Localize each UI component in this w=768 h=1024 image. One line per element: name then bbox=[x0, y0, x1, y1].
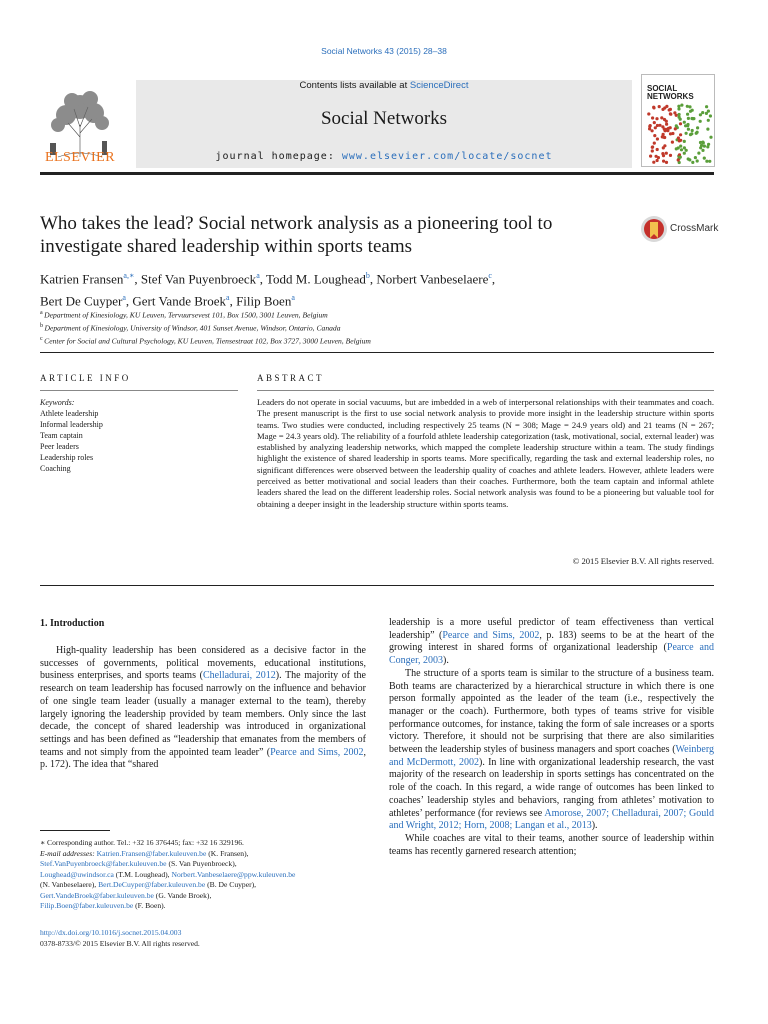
cover-dot bbox=[648, 125, 651, 128]
divider-top bbox=[40, 352, 714, 353]
cover-dot bbox=[694, 156, 697, 159]
cover-dot bbox=[658, 105, 661, 108]
contents-line bbox=[136, 80, 632, 91]
keyword: Coaching bbox=[40, 464, 71, 473]
email-link[interactable]: Filip.Boen@faber.kuleuven.be bbox=[40, 901, 134, 910]
cover-dot bbox=[651, 145, 654, 148]
corresponding-author-note: ∗ Corresponding author. Tel.: +32 16 376445; fax: +32 16 329196. bbox=[40, 838, 244, 847]
cover-network-graphic-icon bbox=[642, 75, 715, 167]
abstract-rule bbox=[257, 390, 714, 391]
keywords-block bbox=[40, 397, 238, 474]
doi-block bbox=[40, 928, 370, 949]
author-name[interactable]: Stef Van Puyenbroeck bbox=[140, 271, 257, 287]
cover-dot bbox=[685, 132, 688, 135]
cover-dot bbox=[678, 116, 681, 119]
cover-dot bbox=[679, 139, 682, 142]
header-rule bbox=[40, 172, 714, 175]
body-column-right bbox=[389, 617, 714, 858]
cover-dot bbox=[691, 161, 694, 164]
elsevier-wordmark: ELSEVIER bbox=[44, 150, 116, 165]
crossmark-label: CrossMark bbox=[670, 223, 719, 234]
article-info-rule bbox=[40, 390, 238, 391]
author-affiliation-marker[interactable]: a bbox=[122, 293, 126, 303]
cover-title: SOCIAL NETWORKS bbox=[647, 84, 694, 101]
cover-dot bbox=[709, 136, 712, 139]
email-link[interactable]: Gert.VandeBroek@faber.kuleuven.be bbox=[40, 890, 154, 900]
cover-dot bbox=[703, 157, 706, 160]
cover-dot bbox=[706, 145, 709, 148]
journal-reference[interactable]: Social Networks 43 (2015) 28–38 bbox=[321, 46, 447, 56]
cover-dot bbox=[653, 134, 656, 137]
paragraph: The structure of a sports team is similar to the structure of a business team. Both teams are characterized by a hierarchical structure in which there is one person formally appointed as the leader of the team (i.e., respectively the manager or the coach). Furthermore, both types of teams strive for visible performance outcomes, for instance, taking the form of sale increases or a sports victory. Therefore, it should not be surprising that there are also similarities between the leadership styles of business managers and sport coaches (Weinberg and McDermott, 2002). In line with organizational leadership research, the vast majority of the research on leadership in sports settings has concentrated on the role of the coach. In this regard, a wide range of outcomes has been linked to coaches’ leadership styles and behaviors, ranging from athletes’ motivation to athletes’ performance (for reviews see Amorose, 2007; Chelladurai, 2007; Gould and Wright, 2012; Horn, 2008; Langan et al., 2013). bbox=[389, 667, 714, 832]
email-owner: (K. Fransen), bbox=[206, 848, 249, 858]
cover-dot bbox=[665, 161, 668, 164]
cover-dot bbox=[665, 120, 668, 123]
cover-dot bbox=[699, 113, 702, 116]
homepage-prefix: journal homepage: bbox=[215, 151, 342, 162]
citation-link[interactable]: Pearce and Sims, 2002 bbox=[270, 746, 364, 758]
cover-dot bbox=[686, 123, 689, 126]
cover-dot bbox=[707, 110, 710, 113]
doi-link[interactable]: http://dx.doi.org/10.1016/j.socnet.2015.04.003 bbox=[40, 928, 182, 937]
cover-dot bbox=[683, 140, 686, 143]
cover-dot bbox=[671, 132, 674, 135]
cover-dot bbox=[669, 112, 672, 115]
cover-dot bbox=[701, 141, 704, 144]
cover-dot bbox=[656, 159, 659, 162]
cover-dot bbox=[679, 145, 682, 148]
email-owner: (F. Boen). bbox=[133, 901, 166, 910]
abstract-heading: ABSTRACT bbox=[257, 373, 325, 383]
cover-dot bbox=[647, 112, 650, 115]
cover-dot bbox=[700, 144, 703, 147]
cover-dot bbox=[680, 104, 683, 107]
cover-dot bbox=[656, 137, 659, 140]
citation-link[interactable]: Pearce and Conger, 2003 bbox=[389, 642, 714, 667]
cover-dot bbox=[661, 108, 664, 111]
cover-dot bbox=[677, 158, 680, 161]
contents-prefix: Contents lists available at bbox=[299, 80, 410, 91]
cover-dot bbox=[696, 159, 699, 162]
cover-dot bbox=[708, 160, 711, 163]
keyword: Leadership roles bbox=[40, 453, 94, 462]
paragraph: High-quality leadership has been considered as a decisive factor in the successes of governments, political movements, educational institutions, business enterprises, and sports teams (Chelladurai, 2012). The majority of the research on team leadership has focused narrowly on the influence and behavior of one single team leader (usually a manager external to the team), thereby largely ignoring the leadership provided by team members. Only since the last decade, the concept of shared leadership was introduced in organizational settings and has been defined as “leadership that emanates from the members of teams and not simply from the appointed team leader” (Pearce and Sims, 2002, p. 172). The idea that “shared bbox=[40, 645, 367, 771]
author-separator: , bbox=[125, 293, 133, 309]
cover-dot bbox=[679, 156, 682, 159]
keywords-label: Keywords: bbox=[40, 398, 75, 407]
cover-dot bbox=[683, 152, 686, 155]
crossmark-icon bbox=[640, 214, 668, 244]
cover-dot bbox=[709, 114, 712, 117]
cover-dot bbox=[696, 131, 699, 134]
abstract-copyright: © 2015 Elsevier B.V. All rights reserved. bbox=[572, 556, 714, 566]
cover-dot bbox=[656, 124, 659, 127]
author-name[interactable]: Bert De Cuyper bbox=[40, 293, 123, 309]
abstract-text: Leaders do not operate in social vacuums, but are imbedded in a web of interpersonal relationships with their teammates and coach. The present manuscript is the first to use social network analysis to provide more insight in the leadership structure within sports teams. Two studies were conducted, including respectively 25 teams (N = 308; Mage = 24.9 years old) and 21 teams (N = 267; Mage = 24.3 years old). The reliability of a fourfold athlete leadership categorization (task, motivational, social, external leader) was established by analyzing leadership networks, which mapped the complete leadership structure within a team. The study findings highlight the existence of shared leadership in sports teams. More specifically, regarding the task and external leadership roles, no significant differences were observed between the leadership quality of coaches and athlete leaders. However, athlete leaders were perceived as better motivational and social leaders than their coaches. Furthermore, both the team captain and informal athlete leaders shared the lead on the different leadership roles. Social network analysis was found to be a pioneering but valuable tool for obtaining a deeper insight in the leadership structure within sports teams. bbox=[257, 397, 714, 509]
email-link[interactable]: Katrien.Fransen@faber.kuleuven.be bbox=[96, 848, 207, 858]
citation-link[interactable]: Weinberg and McDermott, 2002 bbox=[389, 744, 714, 768]
citation-link[interactable]: Amorose, 2007; Chelladurai, 2007; Gould and Wright, 2012; Horn, 2008; Langan et al., 2013 bbox=[389, 807, 714, 832]
paragraph: While coaches are vital to their teams, another source of leadership within teams has recently garnered research attention; bbox=[389, 832, 714, 857]
cover-dot bbox=[662, 136, 665, 139]
article-title: Who takes the lead? Social network analysis as a pioneering tool to investigate shared leadership within sports teams bbox=[40, 213, 553, 257]
journal-cover-thumbnail[interactable] bbox=[641, 74, 715, 167]
cover-dot bbox=[675, 114, 678, 117]
affiliations bbox=[40, 308, 680, 347]
cover-dot bbox=[689, 133, 692, 136]
cover-dot bbox=[671, 141, 674, 144]
author-affiliation-marker[interactable]: b bbox=[365, 271, 370, 280]
cover-dot bbox=[683, 121, 686, 124]
cover-dot bbox=[679, 122, 682, 125]
cover-dot bbox=[696, 126, 699, 129]
footnote-rule bbox=[40, 830, 110, 831]
email-owner: (G. Vande Broek), bbox=[153, 890, 212, 900]
homepage-link[interactable]: www.elsevier.com/locate/socnet bbox=[341, 151, 553, 162]
cover-dot bbox=[664, 129, 667, 132]
cover-dot bbox=[686, 113, 689, 116]
cover-dot bbox=[653, 121, 656, 124]
author-name[interactable]: Todd M. Loughead bbox=[266, 271, 366, 287]
cover-dot bbox=[703, 145, 706, 148]
cover-dot bbox=[660, 116, 663, 119]
divider-middle bbox=[40, 585, 714, 586]
author-affiliation-marker[interactable]: a,∗ bbox=[123, 271, 135, 280]
cover-dot bbox=[691, 117, 694, 120]
keyword: Informal leadership bbox=[40, 420, 103, 429]
author-name[interactable]: Filip Boen bbox=[236, 293, 292, 309]
cover-dot bbox=[669, 154, 672, 157]
cover-dot bbox=[679, 133, 682, 136]
cover-dot bbox=[651, 149, 654, 152]
author-separator: , bbox=[369, 271, 377, 287]
email-link[interactable]: Norbert.Vanbeselaere@ppw.kuleuven.be bbox=[171, 869, 296, 879]
cover-dot bbox=[705, 105, 708, 108]
cover-dot bbox=[677, 105, 680, 108]
article-info-heading: ARTICLE INFO bbox=[40, 373, 131, 383]
author-affiliation-marker[interactable]: a bbox=[291, 293, 295, 303]
cover-dot bbox=[669, 126, 672, 129]
email-owner: (S. Van Puyenbroeck), bbox=[166, 859, 237, 868]
citation-link[interactable]: Pearce and Sims, 2002 bbox=[442, 629, 540, 641]
cover-dot bbox=[705, 160, 708, 163]
cover-dot bbox=[663, 144, 666, 147]
email-owner: (B. De Cuyper), bbox=[205, 880, 257, 889]
cover-dot bbox=[691, 129, 694, 132]
cover-dot bbox=[677, 107, 680, 110]
author-name[interactable]: Katrien Fransen bbox=[40, 271, 124, 287]
sciencedirect-link[interactable]: ScienceDirect bbox=[409, 80, 469, 91]
homepage-line bbox=[136, 151, 632, 162]
cover-dot bbox=[652, 106, 655, 109]
cover-dot bbox=[652, 161, 655, 164]
cover-dot bbox=[706, 128, 709, 131]
email-owner: (T.M. Loughead), bbox=[113, 869, 172, 879]
cover-dot bbox=[686, 105, 689, 108]
author-affiliation-marker[interactable]: a bbox=[256, 271, 260, 280]
footnotes bbox=[40, 838, 370, 912]
author-separator: , bbox=[491, 271, 496, 287]
cover-dot bbox=[662, 154, 665, 157]
cover-dot bbox=[649, 155, 652, 158]
cover-dot bbox=[657, 156, 660, 159]
cover-dot bbox=[687, 128, 690, 131]
cover-dot bbox=[697, 152, 700, 155]
cover-dot bbox=[707, 119, 710, 122]
keyword: Peer leaders bbox=[40, 442, 79, 451]
cover-dot bbox=[687, 117, 690, 120]
citation-link[interactable]: Chelladurai, 2012 bbox=[202, 670, 276, 682]
issn-line: 0378-8733/© 2015 Elsevier B.V. All rights reserved. bbox=[40, 938, 200, 948]
email-owner: (N. Vanbeselaere), bbox=[40, 880, 99, 889]
author-affiliation-marker[interactable]: c bbox=[488, 271, 492, 280]
section-heading-introduction: 1. Introduction bbox=[40, 618, 105, 629]
cover-dot bbox=[699, 120, 702, 123]
author-name[interactable]: Norbert Vanbeselaere bbox=[376, 271, 489, 287]
email-addresses: E-mail addresses: Katrien.Fransen@faber.kuleuven.be (K. Fransen), Stef.VanPuyenbroeck@faber.kuleuven.be (S. Van Puyenbroeck), Loughead@uwindsor.ca (T.M. Loughead), Norbert.Vanbeselaere@ppw.kuleuven.be (N. Vanbeselaere), Bert.DeCuyper@faber.kuleuven.be (B. De Cuyper), Gert.VandeBroek@faber.kuleuven.be (G. Vande Broek), Filip.Boen@faber.kuleuven.be (F. Boen). bbox=[40, 848, 296, 910]
journal-name: Social Networks bbox=[320, 108, 448, 129]
body-column-left bbox=[40, 645, 366, 772]
cover-dot bbox=[665, 123, 668, 126]
cover-dot bbox=[651, 116, 654, 119]
author-affiliation-marker[interactable]: a bbox=[226, 293, 230, 303]
author-separator: , bbox=[259, 271, 267, 287]
cover-dot bbox=[674, 127, 677, 130]
email-link[interactable]: Stef.VanPuyenbroeck@faber.kuleuven.be bbox=[40, 859, 167, 868]
crossmark-badge[interactable] bbox=[640, 214, 720, 244]
cover-dot bbox=[662, 160, 665, 163]
keyword: Athlete leadership bbox=[40, 409, 99, 418]
affiliation-line: $^a$ Department of Kinesiology, KU Leuven, Tervuursevest 101, Box 1500, 3001 Leuven, Belgium bbox=[40, 310, 328, 320]
keywords-list bbox=[40, 408, 238, 474]
author-separator: , bbox=[229, 293, 237, 309]
email-link[interactable]: Loughead@uwindsor.ca bbox=[40, 869, 114, 879]
keyword: Team captain bbox=[40, 431, 83, 440]
affiliation-line: $^b$ Department of Kinesiology, University of Windsor, 401 Sunset Avenue, Windsor, Ontario, Canada bbox=[40, 323, 341, 333]
author-list bbox=[40, 266, 680, 311]
cover-dot bbox=[680, 148, 683, 151]
cover-dot bbox=[668, 108, 671, 111]
cover-dot bbox=[701, 149, 704, 152]
cover-dot bbox=[665, 152, 668, 155]
cover-dot bbox=[688, 105, 691, 108]
cover-dot bbox=[656, 148, 659, 151]
cover-dot bbox=[677, 136, 680, 139]
affiliation-line: $^c$ Center for Social and Cultural Psychology, KU Leuven, Tiensestraat 102, Box 3727, 3000 Leuven, Belgium bbox=[40, 336, 371, 346]
cover-dot bbox=[653, 142, 656, 145]
cover-dot bbox=[688, 158, 691, 161]
cover-dot bbox=[683, 146, 686, 149]
cover-dot bbox=[655, 117, 658, 120]
email-link[interactable]: Bert.DeCuyper@faber.kuleuven.be bbox=[98, 880, 206, 889]
cover-dot bbox=[661, 125, 664, 128]
author-separator: , bbox=[134, 271, 141, 287]
paragraph: leadership is a more useful predictor of team effectiveness than vertical leadership” (Pearce and Sims, 2002, p. 183) seems to be at the heart of the growing interest in shared forms of organizational leadership (Pearce and Conger, 2003). bbox=[389, 617, 715, 667]
cover-dot bbox=[689, 110, 692, 113]
author-name[interactable]: Gert Vande Broek bbox=[132, 293, 226, 309]
